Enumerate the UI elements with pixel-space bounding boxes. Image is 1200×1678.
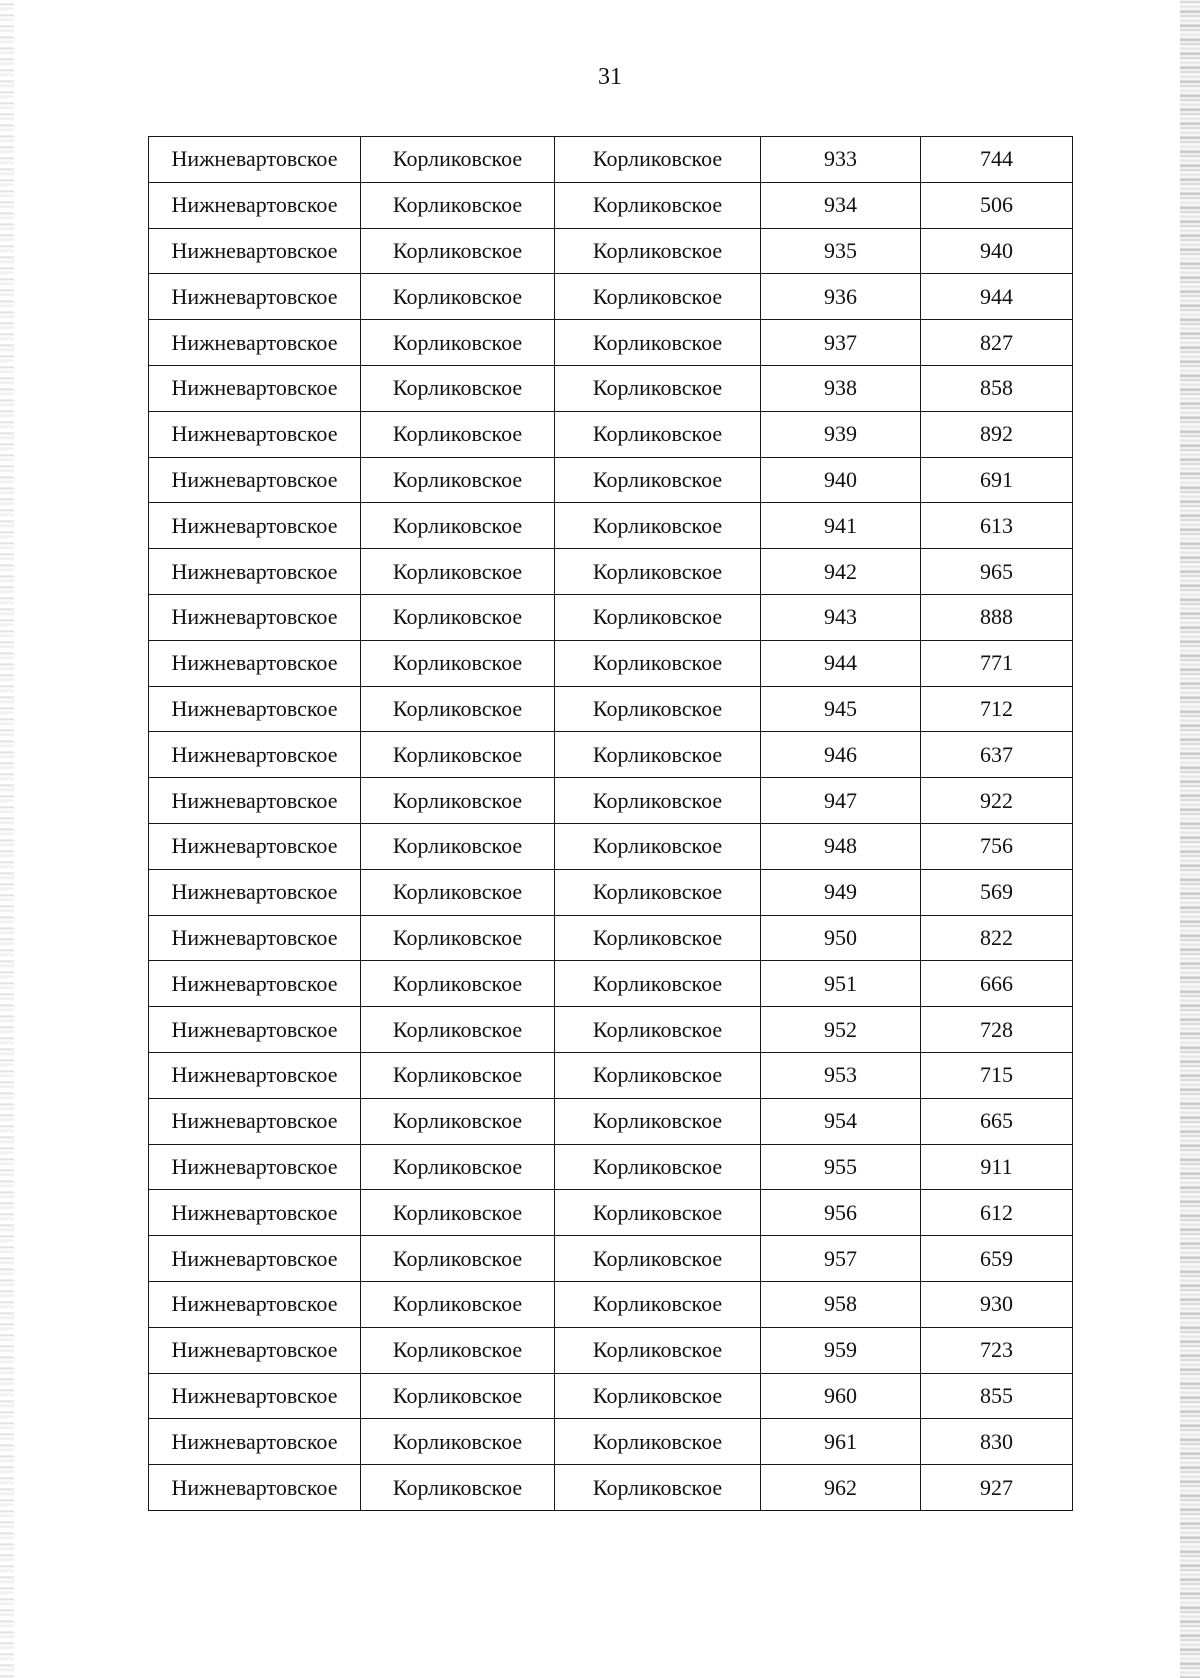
table-row bbox=[149, 640, 1073, 686]
field-cell: Корликовское bbox=[361, 411, 555, 457]
table-row bbox=[149, 137, 1073, 183]
number-cell: 940 bbox=[761, 457, 921, 503]
district-cell: Нижневартовское bbox=[149, 549, 361, 595]
value-cell: 659 bbox=[921, 1236, 1073, 1282]
deposit-cell: Корликовское bbox=[555, 594, 761, 640]
table-row bbox=[149, 1144, 1073, 1190]
number-cell: 947 bbox=[761, 778, 921, 824]
field-cell: Корликовское bbox=[361, 640, 555, 686]
field-cell: Корликовское bbox=[361, 1236, 555, 1282]
table-row bbox=[149, 915, 1073, 961]
table-row bbox=[149, 961, 1073, 1007]
value-cell: 911 bbox=[921, 1144, 1073, 1190]
scan-edge-left bbox=[0, 0, 14, 1678]
deposit-cell: Корликовское bbox=[555, 1190, 761, 1236]
number-cell: 955 bbox=[761, 1144, 921, 1190]
field-cell: Корликовское bbox=[361, 1281, 555, 1327]
number-cell: 953 bbox=[761, 1052, 921, 1098]
deposit-cell: Корликовское bbox=[555, 1098, 761, 1144]
value-cell: 888 bbox=[921, 594, 1073, 640]
number-cell: 936 bbox=[761, 274, 921, 320]
number-cell: 952 bbox=[761, 1007, 921, 1053]
deposit-cell: Корликовское bbox=[555, 1007, 761, 1053]
deposit-cell: Корликовское bbox=[555, 778, 761, 824]
number-cell: 962 bbox=[761, 1465, 921, 1511]
table-row bbox=[149, 503, 1073, 549]
value-cell: 569 bbox=[921, 869, 1073, 915]
field-cell: Корликовское bbox=[361, 457, 555, 503]
district-cell: Нижневартовское bbox=[149, 915, 361, 961]
field-cell: Корликовское bbox=[361, 137, 555, 183]
table-row bbox=[149, 1236, 1073, 1282]
deposit-cell: Корликовское bbox=[555, 228, 761, 274]
district-cell: Нижневартовское bbox=[149, 640, 361, 686]
deposit-cell: Корликовское bbox=[555, 1052, 761, 1098]
field-cell: Корликовское bbox=[361, 1373, 555, 1419]
field-cell: Корликовское bbox=[361, 732, 555, 778]
value-cell: 771 bbox=[921, 640, 1073, 686]
deposit-cell: Корликовское bbox=[555, 503, 761, 549]
table-row bbox=[149, 182, 1073, 228]
table-row bbox=[149, 1373, 1073, 1419]
field-cell: Корликовское bbox=[361, 228, 555, 274]
district-cell: Нижневартовское bbox=[149, 686, 361, 732]
deposit-cell: Корликовское bbox=[555, 1327, 761, 1373]
field-cell: Корликовское bbox=[361, 549, 555, 595]
number-cell: 959 bbox=[761, 1327, 921, 1373]
number-cell: 949 bbox=[761, 869, 921, 915]
field-cell: Корликовское bbox=[361, 274, 555, 320]
number-cell: 948 bbox=[761, 823, 921, 869]
district-cell: Нижневартовское bbox=[149, 823, 361, 869]
field-cell: Корликовское bbox=[361, 1419, 555, 1465]
number-cell: 956 bbox=[761, 1190, 921, 1236]
district-cell: Нижневартовское bbox=[149, 732, 361, 778]
deposit-cell: Корликовское bbox=[555, 1281, 761, 1327]
table-row bbox=[149, 1007, 1073, 1053]
deposit-cell: Корликовское bbox=[555, 869, 761, 915]
deposit-cell: Корликовское bbox=[555, 549, 761, 595]
district-cell: Нижневартовское bbox=[149, 1098, 361, 1144]
number-cell: 960 bbox=[761, 1373, 921, 1419]
deposit-cell: Корликовское bbox=[555, 411, 761, 457]
value-cell: 927 bbox=[921, 1465, 1073, 1511]
number-cell: 938 bbox=[761, 365, 921, 411]
number-cell: 941 bbox=[761, 503, 921, 549]
district-cell: Нижневартовское bbox=[149, 411, 361, 457]
value-cell: 827 bbox=[921, 320, 1073, 366]
value-cell: 637 bbox=[921, 732, 1073, 778]
field-cell: Корликовское bbox=[361, 1465, 555, 1511]
table-row bbox=[149, 823, 1073, 869]
table-row bbox=[149, 228, 1073, 274]
number-cell: 935 bbox=[761, 228, 921, 274]
district-cell: Нижневартовское bbox=[149, 1190, 361, 1236]
district-cell: Нижневартовское bbox=[149, 457, 361, 503]
value-cell: 613 bbox=[921, 503, 1073, 549]
table-row bbox=[149, 549, 1073, 595]
number-cell: 946 bbox=[761, 732, 921, 778]
district-cell: Нижневартовское bbox=[149, 503, 361, 549]
number-cell: 943 bbox=[761, 594, 921, 640]
district-cell: Нижневартовское bbox=[149, 365, 361, 411]
value-cell: 715 bbox=[921, 1052, 1073, 1098]
deposit-cell: Корликовское bbox=[555, 823, 761, 869]
field-cell: Корликовское bbox=[361, 778, 555, 824]
field-cell: Корликовское bbox=[361, 320, 555, 366]
district-cell: Нижневартовское bbox=[149, 320, 361, 366]
table-row bbox=[149, 1419, 1073, 1465]
deposit-cell: Корликовское bbox=[555, 137, 761, 183]
number-cell: 945 bbox=[761, 686, 921, 732]
field-cell: Корликовское bbox=[361, 503, 555, 549]
district-cell: Нижневартовское bbox=[149, 1007, 361, 1053]
value-cell: 712 bbox=[921, 686, 1073, 732]
number-cell: 937 bbox=[761, 320, 921, 366]
district-cell: Нижневартовское bbox=[149, 778, 361, 824]
number-cell: 951 bbox=[761, 961, 921, 1007]
table-row bbox=[149, 411, 1073, 457]
district-cell: Нижневартовское bbox=[149, 869, 361, 915]
value-cell: 858 bbox=[921, 365, 1073, 411]
deposit-cell: Корликовское bbox=[555, 732, 761, 778]
district-cell: Нижневартовское bbox=[149, 594, 361, 640]
deposit-cell: Корликовское bbox=[555, 365, 761, 411]
value-cell: 892 bbox=[921, 411, 1073, 457]
district-cell: Нижневартовское bbox=[149, 182, 361, 228]
table-row bbox=[149, 1465, 1073, 1511]
field-cell: Корликовское bbox=[361, 1327, 555, 1373]
deposit-cell: Корликовское bbox=[555, 1465, 761, 1511]
value-cell: 723 bbox=[921, 1327, 1073, 1373]
field-cell: Корликовское bbox=[361, 823, 555, 869]
field-cell: Корликовское bbox=[361, 961, 555, 1007]
value-cell: 691 bbox=[921, 457, 1073, 503]
district-cell: Нижневартовское bbox=[149, 1373, 361, 1419]
deposit-cell: Корликовское bbox=[555, 1144, 761, 1190]
deposit-cell: Корликовское bbox=[555, 182, 761, 228]
district-cell: Нижневартовское bbox=[149, 1465, 361, 1511]
deposit-cell: Корликовское bbox=[555, 1236, 761, 1282]
field-cell: Корликовское bbox=[361, 686, 555, 732]
value-cell: 666 bbox=[921, 961, 1073, 1007]
number-cell: 957 bbox=[761, 1236, 921, 1282]
table-row bbox=[149, 365, 1073, 411]
table-row bbox=[149, 274, 1073, 320]
deposit-cell: Корликовское bbox=[555, 915, 761, 961]
district-cell: Нижневартовское bbox=[149, 1281, 361, 1327]
field-cell: Корликовское bbox=[361, 915, 555, 961]
field-cell: Корликовское bbox=[361, 1007, 555, 1053]
table-row bbox=[149, 1190, 1073, 1236]
deposit-cell: Корликовское bbox=[555, 686, 761, 732]
field-cell: Корликовское bbox=[361, 594, 555, 640]
value-cell: 506 bbox=[921, 182, 1073, 228]
field-cell: Корликовское bbox=[361, 182, 555, 228]
value-cell: 930 bbox=[921, 1281, 1073, 1327]
value-cell: 822 bbox=[921, 915, 1073, 961]
table-row bbox=[149, 732, 1073, 778]
deposit-cell: Корликовское bbox=[555, 640, 761, 686]
field-cell: Корликовское bbox=[361, 1098, 555, 1144]
deposit-cell: Корликовское bbox=[555, 457, 761, 503]
value-cell: 940 bbox=[921, 228, 1073, 274]
number-cell: 933 bbox=[761, 137, 921, 183]
table-body bbox=[149, 137, 1073, 1511]
deposit-cell: Корликовское bbox=[555, 1373, 761, 1419]
table-row bbox=[149, 1327, 1073, 1373]
table-row bbox=[149, 1098, 1073, 1144]
table-row bbox=[149, 869, 1073, 915]
value-cell: 922 bbox=[921, 778, 1073, 824]
value-cell: 744 bbox=[921, 137, 1073, 183]
district-cell: Нижневартовское bbox=[149, 274, 361, 320]
field-cell: Корликовское bbox=[361, 1052, 555, 1098]
scan-edge-right bbox=[1180, 0, 1200, 1678]
value-cell: 855 bbox=[921, 1373, 1073, 1419]
deposit-cell: Корликовское bbox=[555, 1419, 761, 1465]
number-cell: 939 bbox=[761, 411, 921, 457]
district-cell: Нижневартовское bbox=[149, 1327, 361, 1373]
district-cell: Нижневартовское bbox=[149, 1236, 361, 1282]
data-table bbox=[148, 136, 1073, 1511]
table-row bbox=[149, 320, 1073, 366]
number-cell: 942 bbox=[761, 549, 921, 595]
value-cell: 756 bbox=[921, 823, 1073, 869]
number-cell: 944 bbox=[761, 640, 921, 686]
number-cell: 958 bbox=[761, 1281, 921, 1327]
table-row bbox=[149, 457, 1073, 503]
district-cell: Нижневартовское bbox=[149, 1052, 361, 1098]
value-cell: 665 bbox=[921, 1098, 1073, 1144]
value-cell: 612 bbox=[921, 1190, 1073, 1236]
deposit-cell: Корликовское bbox=[555, 320, 761, 366]
number-cell: 954 bbox=[761, 1098, 921, 1144]
value-cell: 944 bbox=[921, 274, 1073, 320]
field-cell: Корликовское bbox=[361, 365, 555, 411]
value-cell: 965 bbox=[921, 549, 1073, 595]
district-cell: Нижневартовское bbox=[149, 1144, 361, 1190]
table-row bbox=[149, 594, 1073, 640]
number-cell: 934 bbox=[761, 182, 921, 228]
table-row bbox=[149, 778, 1073, 824]
table-row bbox=[149, 1281, 1073, 1327]
district-cell: Нижневартовское bbox=[149, 228, 361, 274]
value-cell: 830 bbox=[921, 1419, 1073, 1465]
page-number: 31 bbox=[598, 64, 622, 90]
district-cell: Нижневартовское bbox=[149, 1419, 361, 1465]
table-row bbox=[149, 1052, 1073, 1098]
deposit-cell: Корликовское bbox=[555, 274, 761, 320]
value-cell: 728 bbox=[921, 1007, 1073, 1053]
field-cell: Корликовское bbox=[361, 869, 555, 915]
field-cell: Корликовское bbox=[361, 1190, 555, 1236]
district-cell: Нижневартовское bbox=[149, 961, 361, 1007]
number-cell: 961 bbox=[761, 1419, 921, 1465]
deposit-cell: Корликовское bbox=[555, 961, 761, 1007]
district-cell: Нижневартовское bbox=[149, 137, 361, 183]
number-cell: 950 bbox=[761, 915, 921, 961]
table-row bbox=[149, 686, 1073, 732]
field-cell: Корликовское bbox=[361, 1144, 555, 1190]
